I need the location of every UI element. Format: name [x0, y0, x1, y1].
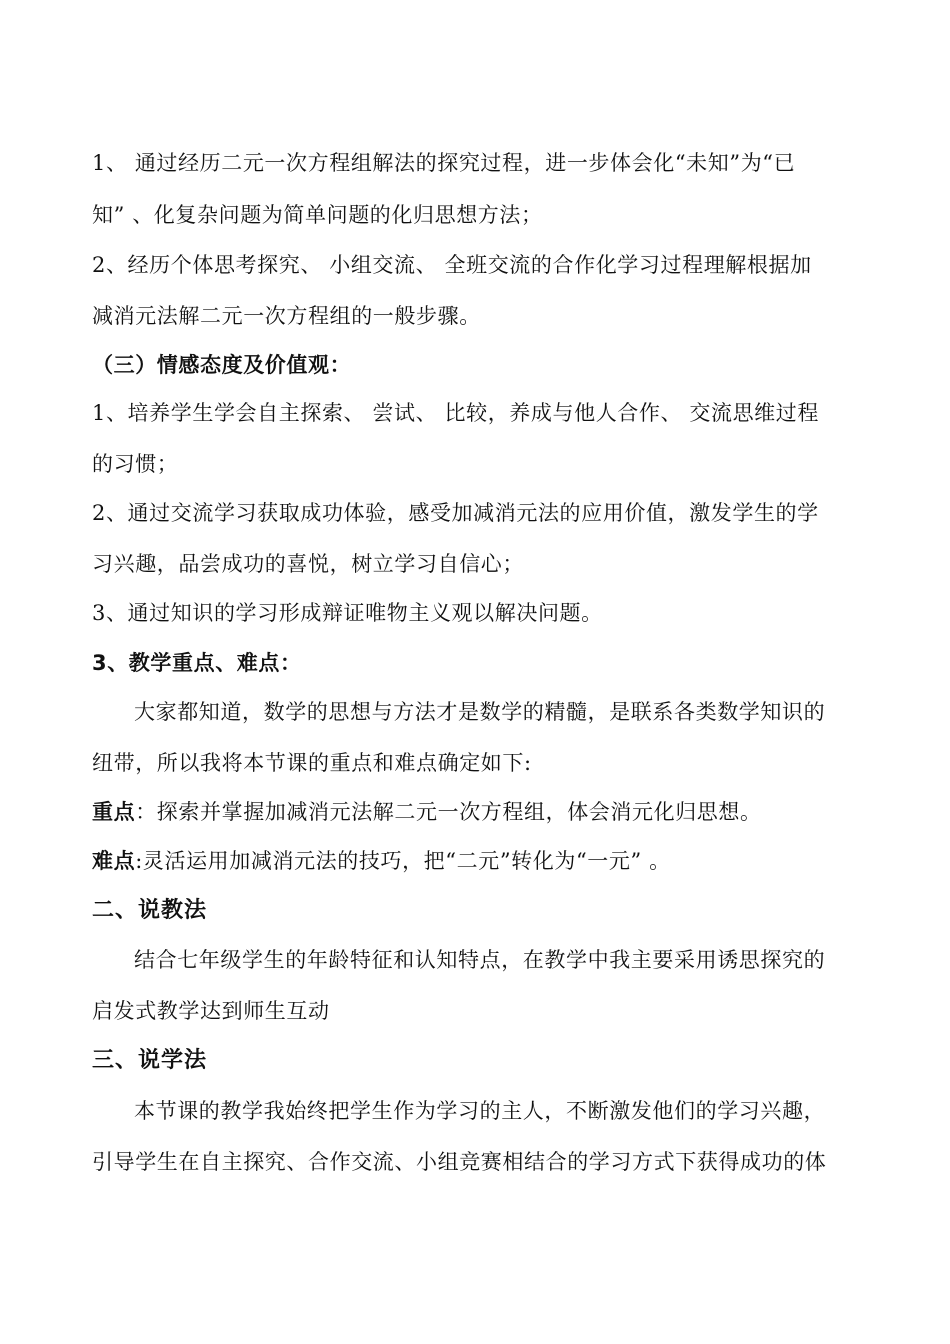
- goal-item-2-line-2: 减消元法解二元一次方程组的一般步骤。: [92, 304, 481, 328]
- emotion-item-1-line-1: 1、培养学生学会自主探索、 尝试、 比较，养成与他人合作、 交流思维过程: [92, 401, 819, 425]
- key-point-row: [92, 797, 862, 827]
- emotion-section-heading: （三）情感态度及价值观：: [92, 353, 352, 377]
- goal-item-1-line-1: 1、 通过经历二元一次方程组解法的探究过程，进一步体会化“未知”为“已: [92, 151, 796, 175]
- key-point-label: 重点: [92, 800, 136, 824]
- teaching-method-line-2: 启发式教学达到师生互动: [92, 999, 330, 1023]
- goal-item-1-line-2: 知” 、化复杂问题为简单问题的化归思想方法；: [92, 203, 543, 227]
- learning-method-line-2: 引导学生在自主探究、合作交流、小组竞赛相结合的学习方式下获得成功的体: [92, 1150, 827, 1174]
- emotion-item-3: 3、通过知识的学习形成辩证唯物主义观以解决问题。: [92, 601, 603, 625]
- key-point-text: ：探索并掌握加减消元法解二元一次方程组，体会消元化归思想。: [135, 800, 762, 824]
- emotion-item-1-line-2: 的习惯；: [92, 452, 179, 476]
- key-points-intro-line-2: 纽带，所以我将本节课的重点和难点确定如下:: [92, 751, 532, 775]
- key-points-intro-line-1: 大家都知道，数学的思想与方法才是数学的精髓，是联系各类数学知识的: [134, 700, 826, 724]
- difficulty-row: [92, 846, 862, 876]
- difficulty-label: 难点: [92, 849, 136, 873]
- learning-method-heading: 三、说学法: [92, 1048, 208, 1073]
- learning-method-line-1: 本节课的教学我始终把学生作为学习的主人，不断激发他们的学习兴趣，: [134, 1099, 826, 1123]
- emotion-item-2-line-2: 习兴趣，品尝成功的喜悦，树立学习自信心；: [92, 552, 524, 576]
- teaching-method-heading: 二、说教法: [92, 898, 208, 923]
- goal-item-2-line-1: 2、经历个体思考探究、 小组交流、 全班交流的合作化学习过程理解根据加: [92, 253, 812, 277]
- difficulty-text: :灵活运用加减消元法的技巧，把“二元”转化为“一元” 。: [135, 849, 671, 873]
- teaching-method-line-1: 结合七年级学生的年龄特征和认知特点，在教学中我主要采用诱思探究的: [134, 948, 826, 972]
- key-points-heading: 3、教学重点、难点：: [92, 651, 302, 675]
- emotion-item-2-line-1: 2、通过交流学习获取成功体验，感受加减消元法的应用价值，激发学生的学: [92, 501, 819, 525]
